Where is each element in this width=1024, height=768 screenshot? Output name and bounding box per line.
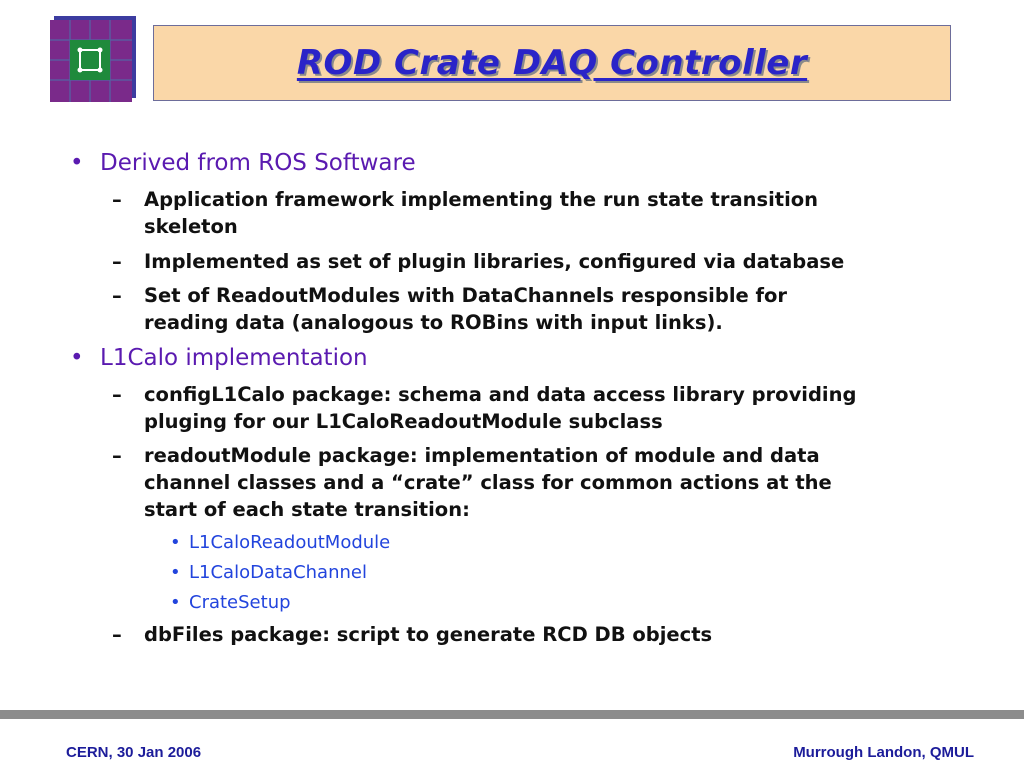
bullet-dot: • [170, 532, 181, 553]
line: start of each state transition: [144, 498, 470, 521]
line: skeleton [144, 215, 238, 238]
sub-sub-text: L1CaloDataChannel [189, 562, 367, 583]
sub-bullet-1-1: – Application framework implementing the run state transition skeleton [112, 188, 819, 238]
line: readoutModule package: implementation of module and data [144, 444, 820, 467]
bullet-1 [70, 150, 416, 176]
sub-sub-text: L1CaloReadoutModule [189, 532, 391, 553]
line: dbFiles package: script to generate RCD DB objects [144, 623, 713, 646]
bullet-dot: • [170, 592, 181, 613]
line: reading data (analogous to ROBins with input links). [144, 311, 723, 334]
sub-sub-bullet-2 [170, 562, 367, 583]
line: pluging for our L1CaloReadoutModule subclass [144, 410, 663, 433]
line: Set of ReadoutModules with DataChannels responsible for [144, 284, 788, 307]
bullet-1-text: Derived from ROS Software [100, 150, 416, 176]
footer-divider [0, 710, 1024, 719]
sub-bullet-2-3: – dbFiles package: script to generate RCD DB objects [112, 623, 713, 646]
line: Application framework implementing the run state transition [144, 188, 819, 211]
bullet-dot: • [170, 562, 181, 583]
sub-bullet-1-3: – Set of ReadoutModules with DataChannels responsible for reading data (analogous to ROBins with input links). [112, 284, 788, 334]
bullet-2 [70, 345, 368, 371]
footer-author: Murrough Landon, QMUL [793, 744, 974, 761]
bullet-dot: • [70, 345, 84, 371]
bullet-dot: • [70, 150, 84, 176]
bullet-2-text: L1Calo implementation [100, 345, 368, 371]
line: configL1Calo package: schema and data access library providing [144, 383, 857, 406]
sub-bullet-2-2: – readoutModule package: implementation of module and data channel classes and a “crate” class for common actions at the start of each state transition: [112, 444, 832, 521]
sub-bullet-2-1: – configL1Calo package: schema and data access library providing pluging for our L1CaloReadoutModule subclass [112, 383, 857, 433]
slide-title: ROD Crate DAQ Controller [296, 43, 808, 83]
sub-sub-bullet-1 [170, 532, 390, 553]
line: channel classes and a “crate” class for common actions at the [144, 471, 832, 494]
footer-date: CERN, 30 Jan 2006 [66, 744, 202, 761]
line: Implemented as set of plugin libraries, configured via database [144, 250, 845, 273]
sub-bullet-1-2: – Implemented as set of plugin libraries, configured via database [112, 250, 845, 273]
sub-sub-bullet-3 [170, 592, 291, 613]
sub-sub-text: CrateSetup [189, 592, 291, 613]
